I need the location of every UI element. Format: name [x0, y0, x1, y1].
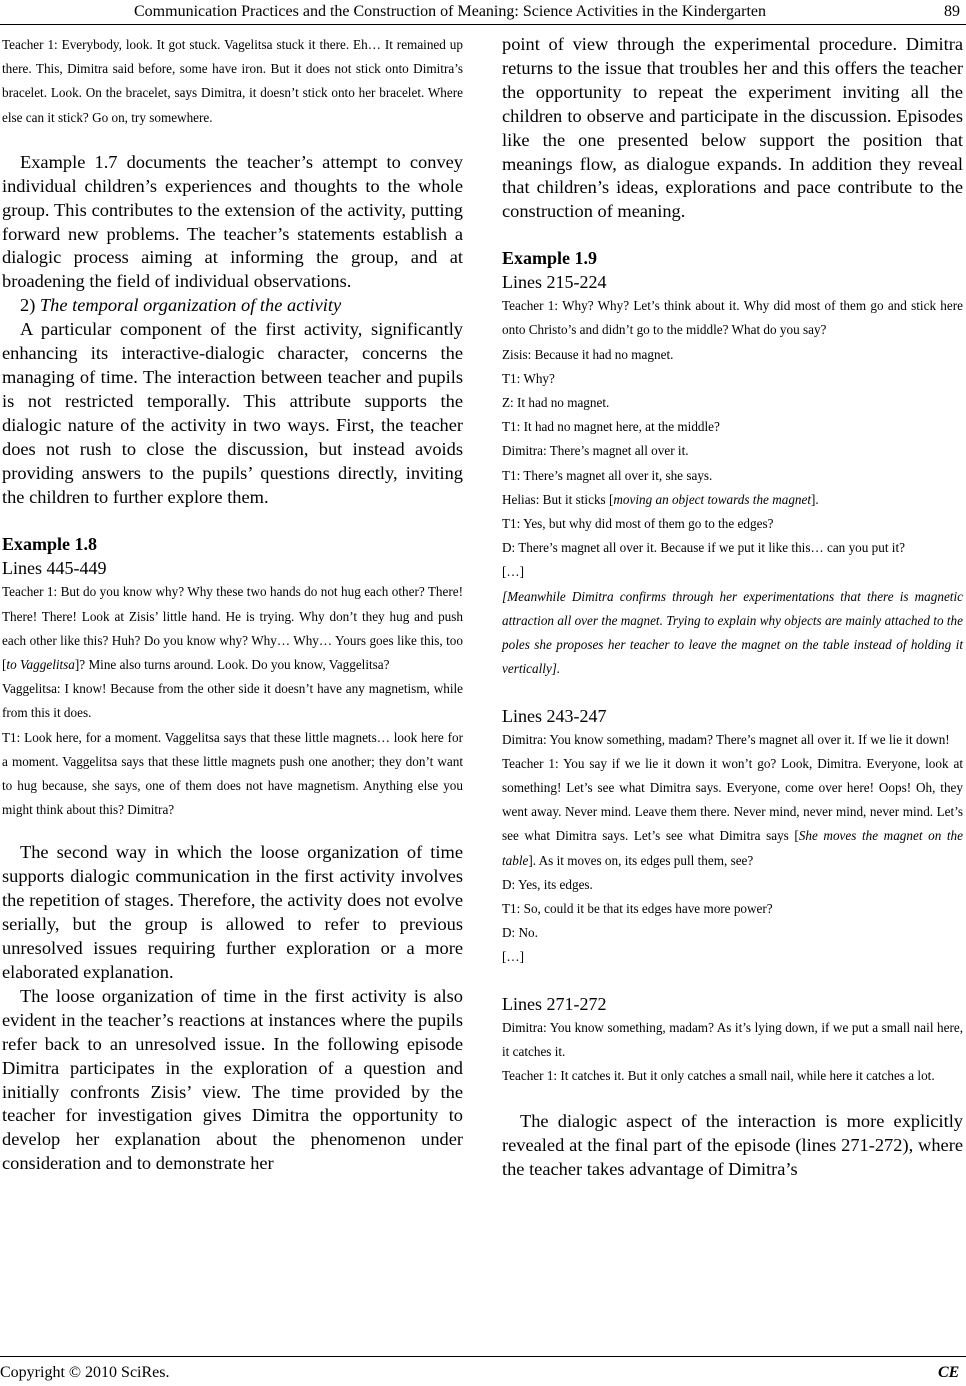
journal-abbrev: CE	[938, 1364, 960, 1381]
ellipsis-marker: […]	[502, 949, 524, 965]
dialogue-turn: Teacher 1: But do you know why? Why these two hands do not hug each other? There! There! There! Look at Zisis’ little hand. He is trying. Why don’t they hug and push each other like this? Huh? Do you know why? Why… Why… Yours goes like this, too [to Vaggelitsa]? Mine also turns around. Look. Do you know, Vaggelitsa?	[2, 584, 463, 673]
dialogue-turn: T1: Why?	[502, 370, 555, 386]
footer-rule	[0, 1356, 966, 1357]
body-paragraph: The second way in which the loose organization of time supports dialogic communication in the first activity involves the repetition of stages. Therefore, the activity does not evolve serially, but the group is allowed to refer to previous unresolved issues requiring further exploration or a more elaborated explanation.	[2, 842, 463, 982]
stage-direction: [Meanwhile Dimitra confirms through her experimentations that there is magnetic attraction all over the magnet. Trying to explain why objects are mainly attached to the poles she proposes her teacher to leave the magnet on the table instead of holding it vertically].	[502, 588, 963, 677]
body-paragraph: Example 1.7 documents the teacher’s attempt to convey individual children’s experiences and thoughts to the whole group. This contributes to the extension of the activity, putting forward new problems. The teacher’s statements establish a dialogic process aiming at informing the group, and at broadening the field of individual observations.	[2, 151, 463, 292]
dialogue-turn: Vaggelitsa: I know! Because from the other side it doesn’t have any magnetism, while from this it does.	[2, 681, 463, 721]
section-title: The temporal organization of the activity	[39, 295, 342, 316]
dialogue-turn: Teacher 1: Why? Why? Let’s think about it. Why did most of them go and stick here onto Christo’s and didn’t go to the middle? What do you say?	[502, 298, 963, 338]
ellipsis-marker: […]	[502, 564, 524, 580]
running-title: Communication Practices and the Construction of Meaning: Science Activities in the Kindergarten	[134, 3, 766, 20]
lines-label: Lines 215-224	[502, 272, 607, 293]
running-header	[0, 2, 966, 22]
section-number: 2)	[20, 295, 40, 316]
dialogue-turn: T1: Look here, for a moment. Vaggelitsa says that these little magnets… look here for a moment. Vaggelitsa says that these little magnets push one another; they don’t want to hug because, she says, one of them does not have magnetism. Anything else you might think about this? Dimitra?	[2, 729, 463, 818]
lines-label: Lines 445-449	[2, 558, 107, 579]
body-paragraph: point of view through the experimental procedure. Dimitra returns to the issue that troubles her and this offers the teacher the opportunity to repeat the experiment inviting all the children to observe and participate in the discussion. Episodes like the one presented below support the position that meanings flow, as dialogue expands. In addition they reveal that children’s ideas, explorations and pace contribute to the construction of meaning.	[502, 34, 963, 222]
lines-label: Lines 243-247	[502, 705, 607, 726]
right-column	[502, 33, 963, 1182]
dialogue-turn: Dimitra: You know something, madam? As it’s lying down, if we put a small nail here, it catches it.	[502, 1019, 963, 1059]
dialogue-turn: D: No.	[502, 925, 538, 941]
section-heading	[2, 294, 463, 318]
page-number: 89	[944, 3, 960, 20]
dialogue-turn: T1: There’s magnet all over it, she says.	[502, 467, 713, 483]
dialogue-turn: Zisis: Because it had no magnet.	[502, 346, 674, 362]
page-footer	[0, 1364, 966, 1386]
dialogue-turn: Dimitra: There’s magnet all over it.	[502, 443, 689, 459]
example-heading: Example 1.8	[2, 534, 98, 555]
dialogue-turn: T1: Yes, but why did most of them go to the edges?	[502, 516, 774, 532]
lines-label: Lines 271-272	[502, 993, 607, 1014]
copyright-notice: Copyright © 2010 SciRes.	[0, 1364, 170, 1381]
dialogue-turn: Helias: But it sticks [moving an object towards the magnet].	[502, 491, 819, 507]
body-paragraph: The dialogic aspect of the interaction is more explicitly revealed at the final part of the episode (lines 271-272), where the teacher takes advantage of Dimitra’s	[502, 1111, 963, 1179]
dialogue-turn: Teacher 1: It catches it. But it only catches a small nail, while here it catches a lot.	[502, 1067, 935, 1083]
dialogue-turn: D: Yes, its edges.	[502, 876, 593, 892]
dialogue-turn: T1: It had no magnet here, at the middle?	[502, 419, 720, 435]
dialogue-paragraph: Teacher 1: Everybody, look. It got stuck. Vagelitsa stuck it there. Eh… It remained up there. This, Dimitra said before, some have iron. But it does not stick onto Dimitra’s bracelet. Look. On the bracelet, says Dimitra, it doesn’t stick onto her bracelet. Where else can it stick? Go on, try somewhere.	[2, 37, 463, 125]
dialogue-turn: Z: It had no magnet.	[502, 395, 610, 411]
dialogue-turn: T1: So, could it be that its edges have more power?	[502, 900, 773, 916]
dialogue-turn: Teacher 1: You say if we lie it down it won’t go? Look, Dimitra. Everyone, look at something! Let’s see what Dimitra says. Everyone, come over here! Oops! Oh, they went away. Never mind. Leave them there. Never mind, never mind, never mind. Let’s see what Dimitra says. Let’s see what Dimitra says [She moves the magnet on the table]. As it moves on, its edges pull them, see?	[502, 755, 963, 868]
example-heading: Example 1.9	[502, 248, 598, 269]
body-paragraph: A particular component of the first activity, significantly enhancing its interactive-dialogic character, concerns the managing of time. The interaction between teacher and pupils is not restricted temporally. This attribute supports the dialogic nature of the activity in two ways. First, the teacher does not rush to close the discussion, but instead avoids providing answers to the pupils’ questions directly, inviting the children to further explore them.	[2, 319, 463, 507]
body-paragraph: The loose organization of time in the first activity is also evident in the teacher’s reactions at instances where the pupils refer back to an unresolved issue. In the following episode Dimitra participates in the exploration of a question and initially confronts Zisis’ view. The time provided by the teacher for investigation gives Dimitra the opportunity to develop her explanation about the phenomenon under consideration and to demonstrate her	[2, 985, 463, 1174]
dialogue-turn: D: There’s magnet all over it. Because if we put it like this… can you put it?	[502, 540, 905, 556]
header-rule	[0, 24, 966, 25]
left-column	[2, 33, 463, 1176]
dialogue-turn: Dimitra: You know something, madam? There’s magnet all over it. If we lie it down!	[502, 731, 950, 747]
